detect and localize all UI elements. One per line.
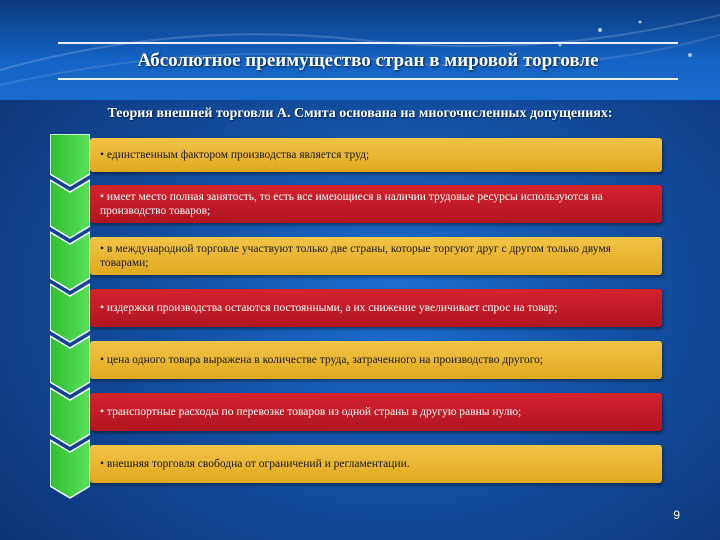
page-number: 9: [673, 508, 680, 522]
page-title: Абсолютное преимущество стран в мировой торговле: [137, 50, 599, 71]
assumption-item-5: • цена одного товара выражена в количестве труда, затраченного на производство другого;: [90, 341, 662, 379]
assumption-item-6: • транспортные расходы по перевозке товаров из одной страны в другую равны нулю;: [90, 393, 662, 431]
assumption-item-1: • единственным фактором производства является труд;: [90, 138, 662, 172]
assumption-item-7: • внешняя торговля свободна от ограничений и регламентации.: [90, 445, 662, 483]
assumption-item-3: • в международной торговле участвуют только две страны, которые торгуют друг с другом только двумя товарами;: [90, 237, 662, 275]
title-block: [58, 42, 678, 78]
subtitle: Теория внешней торговли А. Смита основана на многочисленных допущениях:: [107, 106, 613, 121]
title-bottom-rule: [58, 78, 678, 80]
assumption-item-4: • издержки производства остаются постоянными, а их снижение увеличивает спрос на товар;: [90, 289, 662, 327]
title-top-rule: [58, 42, 678, 44]
chevron-arrow-column: [50, 134, 90, 502]
assumption-item-2: • имеет место полная занятость, то есть все имеющиеся в наличии трудовые ресурсы используются на производство товаров;: [90, 185, 662, 223]
